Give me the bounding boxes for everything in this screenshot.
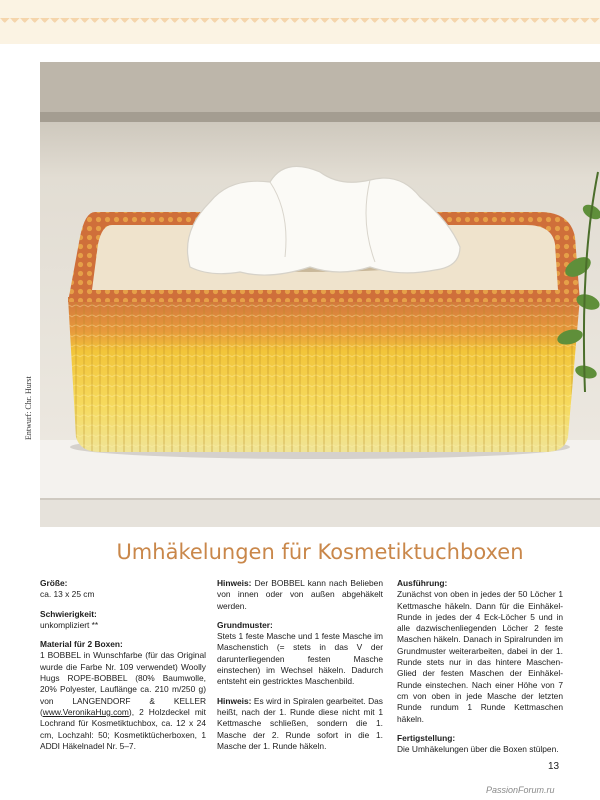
- instructions-section: [397, 578, 563, 725]
- basic-pattern-text: Stets 1 feste Masche und 1 feste Masche im Maschenstich (= stets in das V der darunterliegenden festen Masche einstechen) im Wechsel häkeln. Dadurch entsteht ein gestricktes Maschenbild.: [217, 631, 383, 687]
- note-section-2: [217, 696, 383, 752]
- finishing-label: Fertigstellung:: [397, 732, 456, 743]
- decorative-header-strip: [0, 0, 600, 44]
- size-label: Größe:: [40, 578, 68, 588]
- note-section-1: [217, 578, 383, 612]
- material-text: 1 BOBBEL in Wunschfarbe (für das Original wurde die Farbe Nr. 109 verwendet) Woolly Hugs ROPE-BOBBEL (80% Baumwolle, 20% Polyester, Lauflänge ca. 210 m/250 g) von LANGENDORF & KELLER (: [40, 650, 206, 717]
- basic-pattern-section: [217, 620, 383, 688]
- finishing-section: [397, 733, 563, 756]
- difficulty-label: Schwierigkeit:: [40, 608, 97, 619]
- material-section: [40, 639, 206, 752]
- column-middle: [217, 578, 383, 760]
- basic-pattern-label: Grundmuster:: [217, 619, 273, 630]
- column-right: [397, 578, 563, 763]
- difficulty-value: unkompliziert **: [40, 619, 99, 630]
- note-text-1: Der BOBBEL kann nach Belieben von innen oder von außen abgehäkelt werden.: [217, 578, 383, 611]
- size-value: ca. 13 x 25 cm: [40, 589, 95, 600]
- instructions-label: Ausführung:: [397, 578, 448, 588]
- difficulty-section: [40, 609, 206, 632]
- size-section: [40, 578, 206, 601]
- note-label-1: Hinweis:: [217, 578, 252, 588]
- photo-credit: Entwurf: Chr. Hurst: [24, 376, 33, 440]
- material-label: Material für 2 Boxen:: [40, 639, 123, 650]
- instructions-text: Zunächst von oben in jedes der 50 Löcher 1 Kettmasche häkeln. Dann für die Einhäkel-Runde in jedes der 4 Eck-Löcher 5 und in alle dazwischenliegenden Löcher 2 feste Maschen häkeln. Danach in Spiralrunden im Grundmuster weiterarbeiten, dabei in der 1. Runde stets nur in das hintere Maschen-Glied der festen Maschen der Einhäkel-Runde einstechen. Nach einer Höhe von 7 cm von oben in jede Masche der letzten Runde rundum 1 Runde Kettmaschen häkeln.: [397, 589, 563, 724]
- watermark: PassionForum.ru: [486, 785, 555, 795]
- finishing-text: Die Umhäkelungen über die Boxen stülpen.: [397, 744, 559, 755]
- note-text-2: Es wird in Spiralen gearbeitet. Das heißt, nach der 1. Runde diese nicht mit 1 Kettmasche schließen, sondern die 1. Masche der 2. Runde sofort in die 1. Masche der 1. Runde häkeln.: [217, 695, 383, 751]
- product-photo: [40, 62, 600, 527]
- material-text-cont: ), 2 Holzdeckel mit Lochrand für Kosmetiktuchbox, ca. 12 x 24 cm, Lochzahl: 50; Kosmetiktücherboxen, 1 ADDI Häkelnadel Nr. 5–7.: [40, 706, 206, 751]
- material-link[interactable]: www.VeronikaHug.com: [42, 706, 129, 717]
- column-left: [40, 578, 206, 760]
- article-title: Umhäkelungen für Kosmetiktuchboxen: [116, 540, 524, 564]
- zigzag-pattern: [0, 18, 600, 28]
- note-label-2: Hinweis:: [217, 695, 252, 706]
- tissue-box-illustration: [40, 62, 600, 527]
- page-number: 13: [548, 761, 560, 772]
